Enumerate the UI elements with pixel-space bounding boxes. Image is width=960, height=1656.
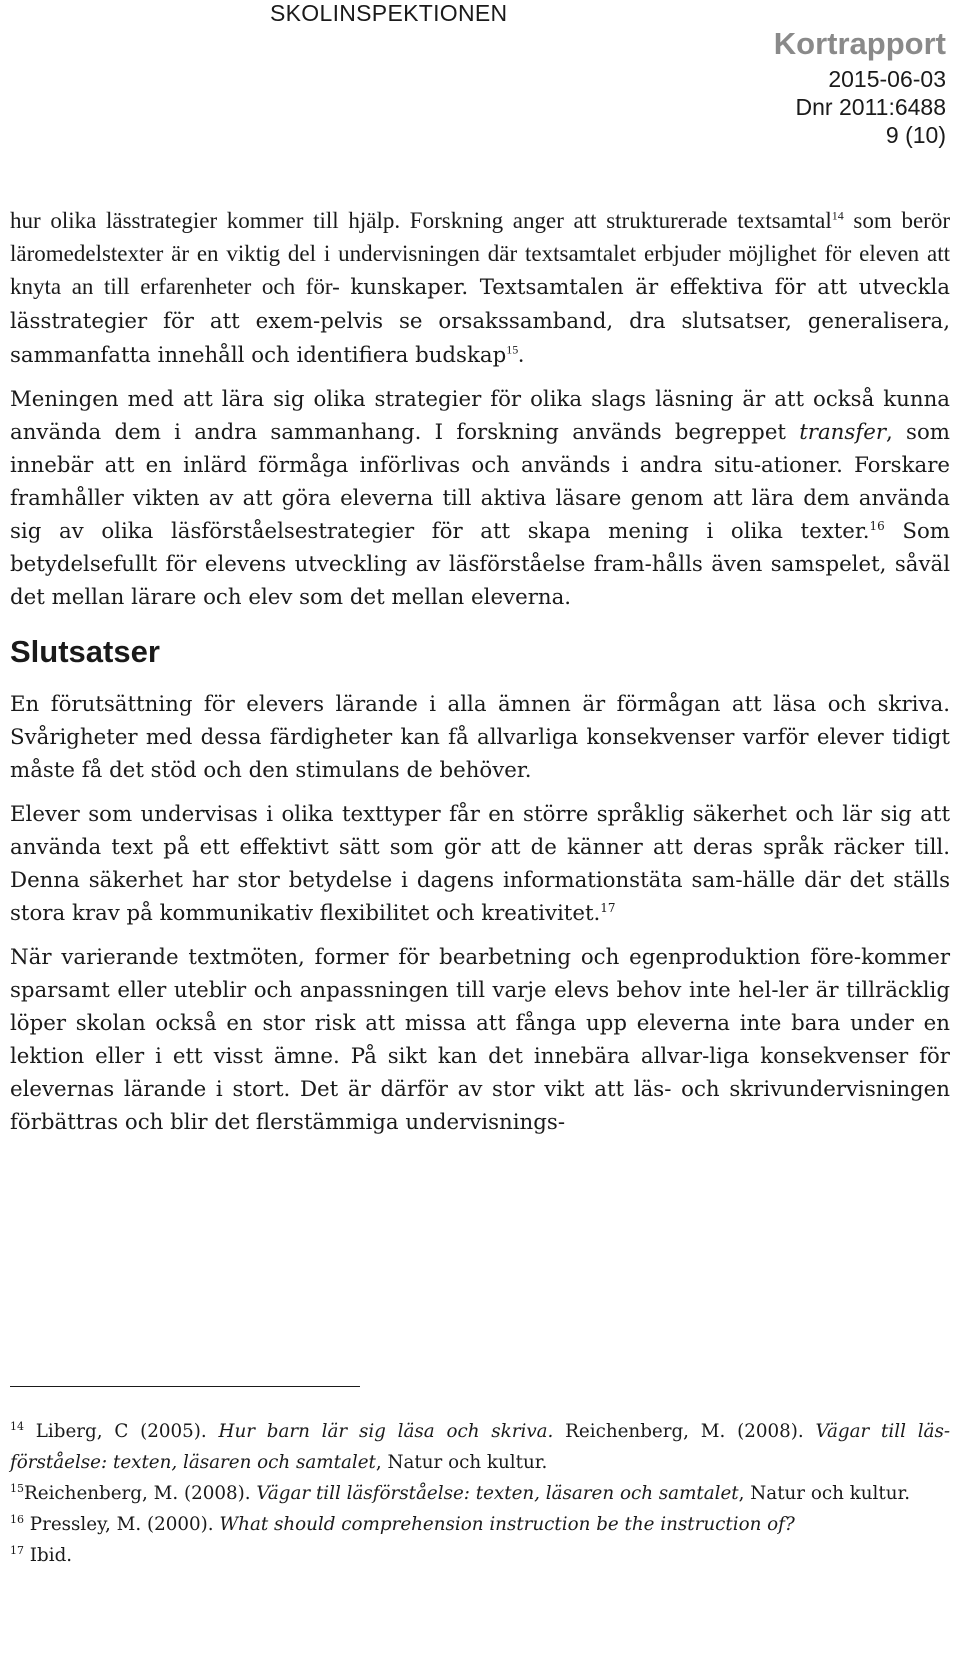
footnote-text: Reichenberg, M. (2008). bbox=[553, 1421, 816, 1442]
footnote-number: 15 bbox=[10, 1481, 24, 1495]
paragraph-text: Textsamtalen är effektiva för att utveckla lässtrategier för att exem-pelvis se orsakssamband, dra slutsatser, generalisera, sammanfatta innehåll och identifiera budskap bbox=[10, 275, 951, 368]
footnote-title: Vägar till läs-förståelse: texten, läsaren och samtalet bbox=[10, 1421, 951, 1473]
footnote-text: Ibid. bbox=[24, 1545, 73, 1566]
paragraph-text: , som innebär att en inlärd förmåga införlivas och används i andra situ-ationer. Forskare framhåller vikten av att göra eleverna till aktiva läsare genom att lära dem använda sig av olika läsförståelsestrategier för att skapa mening i olika texter. bbox=[10, 420, 950, 544]
footnote-title: What should comprehension instruction be the instruction of? bbox=[219, 1514, 795, 1535]
paragraph-text: Som betydelsefullt för elevens utveckling av läsförståelse fram-hålls även samspelet, såväl det mellan lärare och elev som det mellan eleverna. bbox=[10, 519, 950, 610]
emphasis-term: transfer bbox=[799, 420, 886, 445]
main-content bbox=[10, 204, 950, 1139]
paragraph-3: En förutsättning för elevers lärande i alla ämnen är förmågan att läsa och skriva. Svårigheter med dessa färdigheter kan få allvarliga konsekvenser varför elever tidigt måste få det stöd och den stimulans de behöver. bbox=[10, 692, 950, 783]
footnote-17 bbox=[10, 1540, 950, 1571]
footnote-16 bbox=[10, 1509, 950, 1540]
footnote-ref: 15 bbox=[506, 342, 519, 357]
paragraph-text: hur olika lässtrategier kommer till hjälp. Forskning anger att strukturerade textsamtal bbox=[10, 208, 832, 233]
footnote-title: Hur barn lär sig läsa och skriva. bbox=[218, 1421, 554, 1442]
footnote-separator bbox=[10, 1386, 360, 1387]
footnote-title: Vägar till läsförståelse: texten, läsaren och samtalet bbox=[256, 1483, 739, 1504]
footnotes bbox=[10, 1416, 950, 1571]
footnote-text: Reichenberg, M. (2008). bbox=[24, 1483, 257, 1504]
paragraph-text: Elever som undervisas i olika texttyper får en större språklig säkerhet och lär sig att använda text på ett effektivt sätt som gör att de känner att deras språk räcker till. Denna säkerhet har stor betydelse i dagens informationstäta sam-hälle där det ställs stora krav på kommunikativ flexibilitet och kreativitet. bbox=[10, 802, 950, 926]
paragraph-1 bbox=[10, 204, 950, 372]
paragraph-5: När varierande textmöten, former för bearbetning och egenproduktion före-kommer sparsamt eller uteblir och anpassningen till varje elevs behov inte hel-ler är tillräcklig löper skolan också en stor risk att missa att fånga upp eleverna inte bara under en lektion eller i ett visst ämne. På sikt kan det innebära allvar-liga konsekvenser för elevernas lärande i stort. Det är därför av stor vikt att läs- och skrivundervisningen förbättras och blir det flerstämmiga undervisnings- bbox=[10, 945, 950, 1135]
footnote-text: , Natur och kultur. bbox=[738, 1483, 911, 1504]
footnote-ref: 17 bbox=[600, 900, 616, 915]
organization-name: SKOLINSPEKTIONEN bbox=[270, 0, 508, 26]
paragraph-2 bbox=[10, 383, 950, 614]
section-heading: Slutsatser bbox=[10, 634, 160, 669]
footnote-number: 14 bbox=[10, 1419, 24, 1433]
paragraph-text: kunskaper. bbox=[350, 275, 469, 300]
footnote-number: 17 bbox=[10, 1543, 24, 1557]
footnote-text: Pressley, M. (2000). bbox=[24, 1514, 220, 1535]
report-date: 2015-06-03 bbox=[828, 66, 946, 92]
page-number: 9 (10) bbox=[885, 122, 946, 148]
report-type: Kortrapport bbox=[773, 26, 946, 61]
footnote-14 bbox=[10, 1416, 950, 1478]
paragraph-text: som berör läromedelstexter är en viktig del i undervisningen där textsamtalet erbjuder möjlighet för eleven att knyta an till erfarenheter och för- bbox=[10, 208, 950, 299]
footnote-ref: 16 bbox=[869, 518, 885, 533]
footnote-ref: 14 bbox=[831, 208, 844, 223]
paragraph-text: Meningen med att lära sig olika strategier för olika slags läsning är att också kunna använda dem i andra sammanhang. I forskning används begreppet bbox=[10, 387, 950, 445]
diary-number: Dnr 2011:6488 bbox=[795, 94, 946, 120]
footnote-number: 16 bbox=[10, 1512, 24, 1526]
paragraph-text: . bbox=[518, 342, 524, 367]
footnote-text: , Natur och kultur. bbox=[375, 1452, 548, 1473]
footnote-text: Liberg, C (2005). bbox=[24, 1421, 219, 1442]
paragraph-4 bbox=[10, 798, 950, 930]
footnote-15 bbox=[10, 1478, 950, 1509]
